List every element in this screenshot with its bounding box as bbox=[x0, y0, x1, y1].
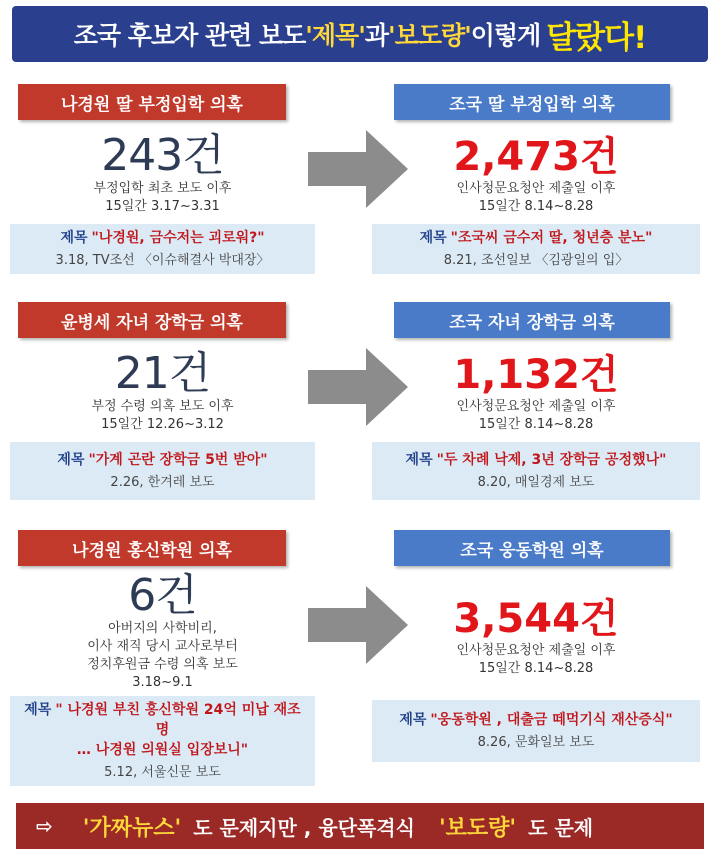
header-emphasis: 달랐다! bbox=[546, 19, 647, 56]
right-source-2: 8.20, 매일경제 보도 bbox=[477, 475, 595, 490]
footer-emphasis-fake-news: '가짜뉴스' bbox=[82, 815, 182, 841]
right-desc-1a: 인사청문요청안 제출일 이후 bbox=[456, 181, 616, 196]
title-label: 제목 bbox=[24, 702, 52, 718]
left-source-3: 5.12, 서울신문 보도 bbox=[104, 765, 221, 780]
right-count-3: 3,544건 bbox=[453, 596, 619, 642]
left-title-box-3 bbox=[10, 696, 315, 786]
left-count-2: 21건 bbox=[114, 348, 211, 399]
right-title-line-2 bbox=[380, 450, 692, 470]
right-desc-3a: 인사청문요청안 제출일 이후 bbox=[456, 643, 616, 658]
right-desc-3b: 15일간 8.14~8.28 bbox=[478, 661, 594, 676]
header-text-3: 이렇게 bbox=[470, 21, 541, 50]
header-highlight-volume: '보도량' bbox=[388, 21, 471, 50]
right-tag-1: 조국 딸 부정입학 의혹 bbox=[394, 84, 670, 120]
left-desc-1a: 부정입학 최초 보도 이후 bbox=[93, 181, 232, 196]
left-title-3: " 나경원 부친 홍신학원 24억 미납 재조명 bbox=[55, 702, 301, 738]
left-title-2: "가계 곤란 장학금 5번 받아" bbox=[88, 452, 268, 468]
right-count-1: 2,473건 bbox=[453, 134, 619, 180]
left-source-2: 2.26, 한겨레 보도 bbox=[110, 475, 215, 490]
left-desc-1b: 15일간 3.17~3.31 bbox=[105, 199, 220, 214]
left-count-3: 6건 bbox=[128, 570, 197, 621]
left-title-line-1 bbox=[18, 228, 307, 248]
left-tag-1: 나경원 딸 부정입학 의혹 bbox=[18, 84, 286, 120]
footer-emphasis-volume: '보도량' bbox=[438, 815, 517, 841]
right-tag-3: 조국 웅동학원 의혹 bbox=[394, 530, 670, 566]
left-title-box-1 bbox=[10, 224, 315, 274]
header-text-1: 조국 후보자 관련 보도 bbox=[73, 21, 306, 50]
left-desc-2a: 부정 수령 의혹 보도 이후 bbox=[91, 399, 234, 414]
left-desc-3d: 3.18~9.1 bbox=[132, 675, 193, 690]
title-label: 제목 bbox=[419, 230, 447, 246]
right-title-box-2 bbox=[372, 442, 700, 500]
right-count-2: 1,132건 bbox=[453, 352, 619, 398]
right-tag-2: 조국 자녀 장학금 의혹 bbox=[394, 302, 670, 338]
left-desc-3b: 이사 재직 당시 교사로부터 bbox=[87, 639, 238, 654]
footer-text-2: 도 문제 bbox=[528, 815, 594, 840]
left-title-box-2 bbox=[10, 442, 315, 500]
right-desc-2a: 인사청문요청안 제출일 이후 bbox=[456, 399, 616, 414]
left-panel-1 bbox=[10, 84, 315, 274]
right-title-1: "조국씨 금수저 딸, 청년층 분노" bbox=[450, 230, 653, 246]
arrow-icon: ⇨ bbox=[36, 814, 53, 838]
left-title-line-3 bbox=[18, 700, 307, 740]
right-source-1: 8.21, 조선일보 〈김광일의 입〉 bbox=[443, 253, 629, 268]
right-panel-3 bbox=[372, 530, 700, 762]
footer-text-1: 도 문제지만 , 융단폭격식 bbox=[193, 815, 415, 840]
right-desc-2b: 15일간 8.14~8.28 bbox=[478, 417, 594, 432]
left-tag-3: 나경원 홍신학원 의혹 bbox=[18, 530, 286, 566]
title-label: 제목 bbox=[399, 712, 427, 728]
title-label: 제목 bbox=[60, 230, 88, 246]
left-title-1: "나경원, 금수저는 괴로워?" bbox=[91, 230, 265, 246]
left-desc-2b: 15일간 12.26~3.12 bbox=[101, 417, 224, 432]
left-desc-3a: 아버지의 사학비리, bbox=[108, 621, 217, 636]
footer-banner bbox=[16, 803, 704, 849]
right-title-box-1 bbox=[372, 224, 700, 274]
left-tag-2: 윤병세 자녀 장학금 의혹 bbox=[18, 302, 286, 338]
left-panel-2 bbox=[10, 302, 315, 500]
left-title-line-2 bbox=[18, 450, 307, 470]
header-text-2: 과 bbox=[364, 21, 389, 50]
right-title-line-1 bbox=[380, 228, 692, 248]
right-panel-1 bbox=[372, 84, 700, 274]
left-title-line-3b bbox=[18, 740, 307, 760]
right-title-3: "웅동학원 , 대출금 떼먹기식 재산증식" bbox=[430, 712, 673, 728]
right-title-line-3 bbox=[380, 710, 692, 730]
right-desc-1b: 15일간 8.14~8.28 bbox=[478, 199, 594, 214]
left-panel-3 bbox=[10, 530, 315, 786]
header-highlight-title: '제목' bbox=[305, 21, 365, 50]
title-label: 제목 bbox=[57, 452, 85, 468]
right-title-box-3 bbox=[372, 700, 700, 762]
left-desc-3c: 정치후원금 수령 의혹 보도 bbox=[87, 657, 238, 672]
right-panel-2 bbox=[372, 302, 700, 500]
right-source-3: 8.26, 문화일보 보도 bbox=[477, 735, 595, 750]
left-title-3b: … 나경원 의원실 입장보니" bbox=[76, 742, 249, 758]
header-banner bbox=[12, 6, 708, 62]
title-label: 제목 bbox=[405, 452, 433, 468]
left-source-1: 3.18, TV조선 〈이슈해결사 박대장〉 bbox=[55, 253, 270, 268]
left-count-1: 243건 bbox=[101, 130, 224, 181]
right-title-2: "두 차례 낙제, 3년 장학금 공정했나" bbox=[436, 452, 667, 468]
